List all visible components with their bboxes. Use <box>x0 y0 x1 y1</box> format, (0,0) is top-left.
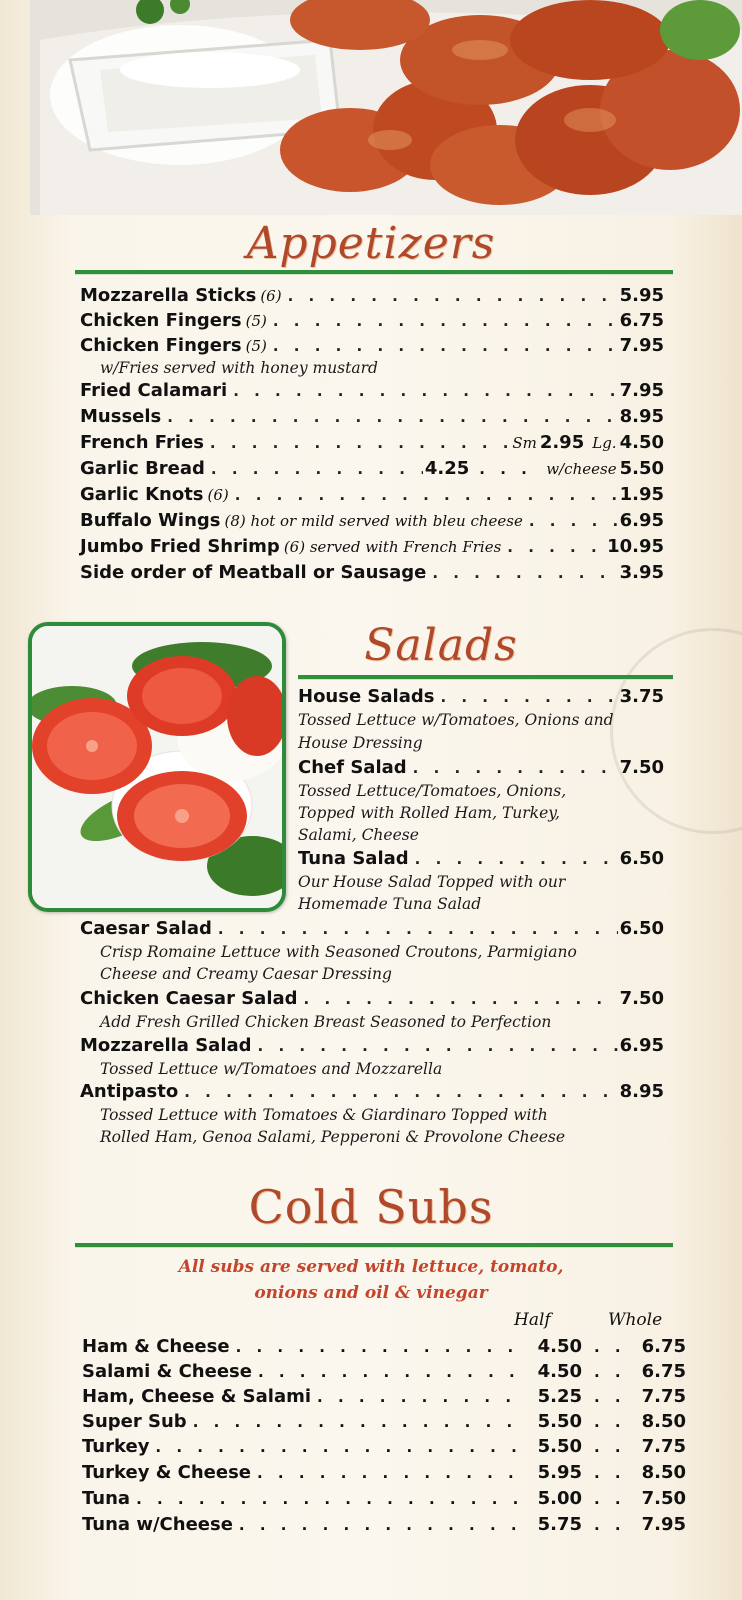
sub-name: Turkey <box>82 1436 150 1457</box>
item-name: Chef Salad <box>298 757 407 778</box>
cold-subs-rule <box>75 1243 673 1248</box>
sub-name: Ham, Cheese & Salami <box>82 1386 312 1407</box>
half-price: 5.95 <box>537 1462 582 1483</box>
sub-row <box>82 1361 686 1383</box>
leader-dots <box>218 918 618 940</box>
leader-dots <box>167 406 617 428</box>
item-name: Caesar Salad <box>80 918 212 939</box>
menu-item <box>80 988 664 1010</box>
half-price: 5.25 <box>537 1386 582 1407</box>
menu-item <box>80 536 664 558</box>
item-desc: Rolled Ham, Genoa Salami, Pepperoni & Provolone Cheese <box>100 1128 566 1146</box>
item-desc: Crisp Romaine Lettuce with Seasoned Croutons, Parmigiano <box>100 943 577 961</box>
appetizers-heading: Appetizers <box>246 218 496 269</box>
leader-dots <box>432 562 617 584</box>
leader-dots <box>184 1081 617 1103</box>
sub-name: Tuna w/Cheese <box>82 1514 233 1535</box>
item-qty: (6) <box>207 486 229 504</box>
leader-dots <box>594 1514 636 1536</box>
leader-dots <box>273 335 618 357</box>
item-price: 4.25 <box>424 458 470 479</box>
item-price: 6.95 <box>619 1035 664 1056</box>
size-label: Lg. <box>592 434 617 452</box>
item-price: 3.95 <box>619 562 664 583</box>
item-price: 7.95 <box>619 335 664 356</box>
whole-price: 8.50 <box>641 1462 686 1483</box>
item-price: 6.50 <box>619 918 664 939</box>
leader-dots <box>507 536 605 558</box>
item-price: 10.95 <box>607 536 664 557</box>
salads-heading: Salads <box>364 620 518 671</box>
whole-column-header: Whole <box>608 1310 663 1330</box>
item-qty: (5) <box>245 312 267 330</box>
leader-dots <box>440 686 617 708</box>
sub-name: Turkey & Cheese <box>82 1462 252 1483</box>
leader-dots <box>304 988 618 1010</box>
sub-name: Ham & Cheese <box>82 1336 230 1357</box>
leader-dots <box>257 1462 526 1484</box>
item-name: Antipasto <box>80 1081 179 1102</box>
item-qty: (6) served with French Fries <box>283 538 502 556</box>
leader-dots <box>136 1488 526 1510</box>
leader-dots <box>211 458 423 480</box>
subs-intro: onions and oil & vinegar <box>254 1283 488 1303</box>
item-price: 4.50 <box>619 432 664 453</box>
item-desc: Tossed Lettuce w/Tomatoes, Onions and <box>298 711 614 729</box>
half-column-header: Half <box>514 1310 551 1330</box>
appetizers-rule <box>75 270 673 275</box>
menu-item <box>80 1081 664 1103</box>
leader-dots <box>235 484 618 506</box>
item-note: w/Fries served with honey mustard <box>100 359 378 377</box>
sub-row <box>82 1386 686 1408</box>
sub-row <box>82 1462 686 1484</box>
item-name: Mozzarella Salad <box>80 1035 252 1056</box>
item-desc: Salami, Cheese <box>298 826 419 844</box>
item-name: Chicken Fingers <box>80 335 242 356</box>
item-name: Mussels <box>80 406 162 427</box>
leader-dots <box>258 1361 526 1383</box>
whole-price: 8.50 <box>641 1411 686 1432</box>
sub-row <box>82 1436 686 1458</box>
item-price: 8.95 <box>619 406 664 427</box>
menu-item <box>298 757 664 779</box>
item-name: Chicken Fingers <box>80 310 242 331</box>
half-price: 5.75 <box>537 1514 582 1535</box>
leader-dots <box>288 285 618 307</box>
item-name: Side order of Meatball or Sausage <box>80 562 427 583</box>
item-price: 2.95 <box>539 432 585 453</box>
leader-dots <box>193 1411 526 1433</box>
half-price: 5.50 <box>537 1436 582 1457</box>
menu-item <box>80 918 664 940</box>
item-price: 1.95 <box>619 484 664 505</box>
item-desc: Tossed Lettuce/Tomatoes, Onions, <box>298 782 567 800</box>
item-price: 7.50 <box>619 988 664 1009</box>
menu-item <box>80 432 664 454</box>
leader-dots <box>594 1411 636 1433</box>
menu-item <box>80 484 664 506</box>
half-price: 4.50 <box>537 1361 582 1382</box>
cold-subs-heading: Cold Subs <box>248 1180 494 1234</box>
item-desc: Tossed Lettuce w/Tomatoes and Mozzarella <box>100 1060 443 1078</box>
item-price: 5.50 <box>619 458 664 479</box>
item-price: 3.75 <box>619 686 664 707</box>
half-price: 4.50 <box>537 1336 582 1357</box>
menu-item <box>80 285 664 307</box>
item-qty: (5) <box>245 337 267 355</box>
leader-dots <box>594 1336 636 1358</box>
sub-row <box>82 1488 686 1510</box>
option-label: w/cheese <box>546 460 617 478</box>
subs-intro: All subs are served with lettuce, tomato, <box>178 1257 564 1277</box>
menu-item <box>80 310 664 332</box>
item-name: Tuna Salad <box>298 848 409 869</box>
item-desc: Add Fresh Grilled Chicken Breast Seasoned to Perfection <box>100 1013 552 1031</box>
sub-name: Super Sub <box>82 1411 187 1432</box>
size-label: Sm <box>512 434 537 452</box>
item-qty: (8) hot or mild served with bleu cheese <box>224 512 523 530</box>
item-name: House Salads <box>298 686 435 707</box>
salads-rule <box>298 675 673 680</box>
menu-item <box>80 562 664 584</box>
leader-dots <box>239 1514 526 1536</box>
item-price: 8.95 <box>619 1081 664 1102</box>
item-desc: Topped with Rolled Ham, Turkey, <box>298 804 560 822</box>
item-desc: House Dressing <box>298 734 423 752</box>
item-name: Garlic Bread <box>80 458 205 479</box>
whole-price: 6.75 <box>641 1361 686 1382</box>
item-desc: Our House Salad Topped with our <box>298 873 566 891</box>
menu-item <box>80 406 664 428</box>
item-name: Buffalo Wings <box>80 510 221 531</box>
whole-price: 7.50 <box>641 1488 686 1509</box>
half-price: 5.50 <box>537 1411 582 1432</box>
menu-item <box>298 848 664 870</box>
item-name: French Fries <box>80 432 204 453</box>
menu-item <box>80 335 664 357</box>
menu-item <box>80 510 664 532</box>
item-name: Fried Calamari <box>80 380 228 401</box>
item-qty: (6) <box>260 287 282 305</box>
whole-price: 6.75 <box>641 1336 686 1357</box>
leader-dots <box>317 1386 526 1408</box>
sub-row <box>82 1514 686 1536</box>
menu-item <box>80 380 664 402</box>
leader-dots <box>210 432 507 454</box>
item-name: Chicken Caesar Salad <box>80 988 298 1009</box>
item-price: 6.75 <box>619 310 664 331</box>
leader-dots <box>155 1436 526 1458</box>
sub-name: Tuna <box>82 1488 131 1509</box>
sub-row <box>82 1411 686 1433</box>
item-desc: Cheese and Creamy Caesar Dressing <box>100 965 392 983</box>
menu-item <box>298 686 664 708</box>
leader-dots <box>594 1386 636 1408</box>
sub-name: Salami & Cheese <box>82 1361 252 1382</box>
buffalo-wings-photo <box>30 0 742 215</box>
half-price: 5.00 <box>537 1488 582 1509</box>
item-price: 7.95 <box>619 380 664 401</box>
item-name: Garlic Knots <box>80 484 204 505</box>
leader-dots <box>529 510 618 532</box>
leader-dots <box>479 458 539 480</box>
menu-item <box>80 458 664 480</box>
leader-dots <box>413 757 618 779</box>
leader-dots <box>415 848 618 870</box>
leader-dots <box>258 1035 618 1057</box>
menu-item <box>80 1035 664 1057</box>
item-name: Jumbo Fried Shrimp <box>80 536 280 557</box>
leader-dots <box>594 1488 636 1510</box>
leader-dots <box>236 1336 526 1358</box>
item-desc: Tossed Lettuce with Tomatoes & Giardinaro Topped with <box>100 1106 548 1124</box>
item-price: 7.50 <box>619 757 664 778</box>
leader-dots <box>273 310 618 332</box>
item-price: 5.95 <box>619 285 664 306</box>
leader-dots <box>594 1436 636 1458</box>
leader-dots <box>594 1361 636 1383</box>
whole-price: 7.75 <box>641 1436 686 1457</box>
item-price: 6.95 <box>619 510 664 531</box>
leader-dots <box>594 1462 636 1484</box>
item-desc: Homemade Tuna Salad <box>298 895 482 913</box>
item-price: 6.50 <box>619 848 664 869</box>
item-name: Mozzarella Sticks <box>80 285 257 306</box>
whole-price: 7.75 <box>641 1386 686 1407</box>
whole-price: 7.95 <box>641 1514 686 1535</box>
sub-row <box>82 1336 686 1358</box>
leader-dots <box>233 380 617 402</box>
